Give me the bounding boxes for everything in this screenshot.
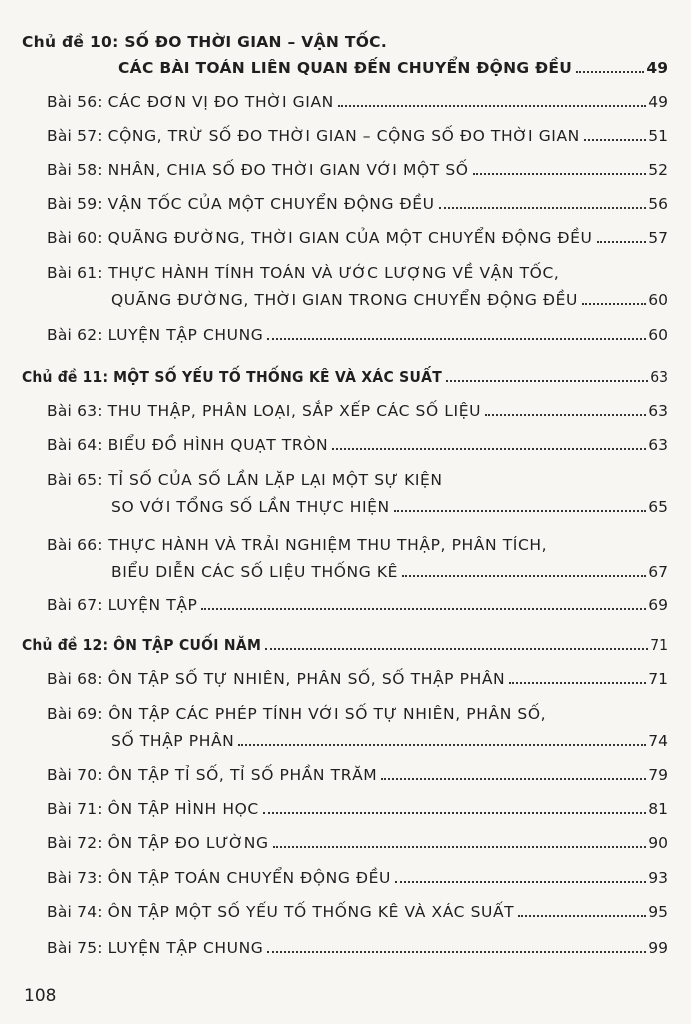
- leader-dots: [381, 778, 646, 780]
- toc-entry[interactable]: [47, 435, 668, 455]
- leader-dots: [201, 608, 646, 610]
- page-ref: 49: [648, 93, 668, 111]
- toc-entry-cont[interactable]: [111, 497, 668, 517]
- toc-entry[interactable]: [47, 595, 668, 615]
- lesson-title: THU THẬP, PHÂN LOẠI, SẮP XẾP CÁC SỐ LIỆU: [107, 402, 482, 420]
- page-ref: 79: [648, 766, 668, 784]
- leader-dots: [597, 241, 647, 243]
- toc-entry[interactable]: [47, 470, 443, 490]
- lesson-label: Bài 62:: [47, 326, 103, 344]
- lesson-title: NHÂN, CHIA SỐ ĐO THỜI GIAN VỚI MỘT SỐ: [107, 161, 469, 179]
- page-ref: 57: [648, 229, 668, 247]
- lesson-label: Bài 70:: [47, 766, 103, 784]
- page-ref: 81: [648, 800, 668, 818]
- lesson-title: SO VỚI TỔNG SỐ LẦN THỰC HIỆN: [111, 498, 390, 516]
- lesson-label: Bài 61:: [47, 264, 103, 282]
- leader-dots: [485, 414, 646, 416]
- lesson-title: LUYỆN TẬP CHUNG: [107, 326, 264, 344]
- chapter-title: MỘT SỐ YẾU TỐ THỐNG KÊ VÀ XÁC SUẤT: [113, 368, 443, 386]
- lesson-title: ÔN TẬP SỐ TỰ NHIÊN, PHÂN SỐ, SỐ THẬP PHÂN: [107, 670, 506, 688]
- leader-dots: [273, 846, 647, 848]
- toc-entry[interactable]: [47, 228, 668, 248]
- lesson-title: THỰC HÀNH TÍNH TOÁN VÀ ƯỚC LƯỢNG VỀ VẬN TỐC,: [108, 264, 560, 282]
- page-ref: 52: [648, 161, 668, 179]
- lesson-title: CỘNG, TRỪ SỐ ĐO THỜI GIAN – CỘNG SỐ ĐO THỜI GIAN: [107, 127, 580, 145]
- leader-dots: [394, 510, 647, 512]
- toc-entry[interactable]: [47, 868, 668, 888]
- leader-dots: [509, 682, 646, 684]
- chapter-title: CÁC BÀI TOÁN LIÊN QUAN ĐẾN CHUYỂN ĐỘNG ĐỀU: [118, 59, 573, 77]
- chapter-10-heading-cont[interactable]: [118, 58, 668, 78]
- lesson-label: Bài 68:: [47, 670, 103, 688]
- page-ref: 90: [648, 834, 668, 852]
- lesson-label: Bài 60:: [47, 229, 103, 247]
- page-ref: 63: [650, 368, 668, 386]
- toc-entry[interactable]: [47, 535, 547, 555]
- page-ref: 60: [648, 326, 668, 344]
- lesson-label: Bài 67:: [47, 596, 103, 614]
- chapter-10-heading[interactable]: [22, 32, 387, 52]
- lesson-title: CÁC ĐƠN VỊ ĐO THỜI GIAN: [107, 93, 334, 111]
- lesson-label: Bài 58:: [47, 161, 103, 179]
- lesson-title: ÔN TẬP CÁC PHÉP TÍNH VỚI SỐ TỰ NHIÊN, PHÂN SỐ,: [108, 705, 547, 723]
- page-ref: 69: [648, 596, 668, 614]
- leader-dots: [267, 951, 646, 953]
- lesson-label: Bài 63:: [47, 402, 103, 420]
- toc-entry[interactable]: [47, 92, 668, 112]
- leader-dots: [518, 915, 646, 917]
- toc-entry[interactable]: [47, 263, 559, 283]
- leader-dots: [473, 173, 647, 175]
- page-ref: 99: [648, 939, 668, 957]
- leader-dots: [332, 448, 646, 450]
- lesson-title: ÔN TẬP MỘT SỐ YẾU TỐ THỐNG KÊ VÀ XÁC SUẤT: [107, 903, 515, 921]
- lesson-label: Bài 56:: [47, 93, 103, 111]
- lesson-label: Bài 75:: [47, 939, 103, 957]
- lesson-label: Bài 57:: [47, 127, 103, 145]
- page-ref: 65: [648, 498, 668, 516]
- lesson-label: Bài 73:: [47, 869, 103, 887]
- lesson-title: TỈ SỐ CỦA SỐ LẦN LẶP LẠI MỘT SỰ KIỆN: [108, 471, 443, 489]
- page-ref: 71: [648, 670, 668, 688]
- page-ref: 51: [648, 127, 668, 145]
- chapter-12-heading[interactable]: [22, 635, 668, 655]
- page-ref: 60: [648, 291, 668, 309]
- lesson-title: LUYỆN TẬP: [107, 596, 198, 614]
- leader-dots: [263, 812, 646, 814]
- lesson-title: BIỂU ĐỒ HÌNH QUẠT TRÒN: [107, 436, 329, 454]
- leader-dots: [338, 105, 646, 107]
- leader-dots: [402, 575, 646, 577]
- leader-dots: [446, 380, 648, 382]
- page-ref: 56: [648, 195, 668, 213]
- lesson-title: ÔN TẬP ĐO LƯỜNG: [107, 834, 269, 852]
- leader-dots: [576, 71, 644, 73]
- chapter-label: Chủ đề 11:: [22, 368, 109, 386]
- toc-entry[interactable]: [47, 401, 668, 421]
- lesson-title: QUÃNG ĐƯỜNG, THỜI GIAN TRONG CHUYỂN ĐỘNG ĐỀU: [111, 291, 578, 309]
- lesson-title: LUYỆN TẬP CHUNG: [107, 939, 264, 957]
- toc-entry[interactable]: [47, 704, 546, 724]
- toc-entry[interactable]: [47, 799, 668, 819]
- toc-entry-cont[interactable]: [111, 290, 668, 310]
- toc-entry[interactable]: [47, 126, 668, 146]
- page-ref: 49: [646, 59, 668, 77]
- leader-dots: [267, 338, 646, 340]
- lesson-label: Bài 69:: [47, 705, 103, 723]
- page-ref: 63: [648, 402, 668, 420]
- chapter-title: ÔN TẬP CUỐI NĂM: [113, 636, 262, 654]
- leader-dots: [582, 303, 646, 305]
- page-number: 108: [24, 986, 57, 1006]
- lesson-label: Bài 72:: [47, 834, 103, 852]
- chapter-11-heading[interactable]: [22, 367, 668, 387]
- page-ref: 95: [648, 903, 668, 921]
- page-ref: 74: [648, 732, 668, 750]
- toc-entry[interactable]: [47, 833, 668, 853]
- lesson-title: ÔN TẬP TOÁN CHUYỂN ĐỘNG ĐỀU: [107, 869, 391, 887]
- toc-entry[interactable]: [47, 902, 668, 922]
- lesson-label: Bài 66:: [47, 536, 103, 554]
- lesson-title: BIỂU DIỄN CÁC SỐ LIỆU THỐNG KÊ: [111, 563, 399, 581]
- lesson-title: QUÃNG ĐƯỜNG, THỜI GIAN CỦA MỘT CHUYỂN ĐỘNG ĐỀU: [107, 229, 593, 247]
- toc-entry[interactable]: [47, 160, 668, 180]
- leader-dots: [584, 139, 646, 141]
- lesson-label: Bài 71:: [47, 800, 103, 818]
- chapter-label: Chủ đề 12:: [22, 636, 109, 654]
- page-ref: 67: [648, 563, 668, 581]
- leader-dots: [395, 881, 646, 883]
- page-ref: 71: [650, 636, 668, 654]
- lesson-title: THỰC HÀNH VÀ TRẢI NGHIỆM THU THẬP, PHÂN TÍCH,: [108, 536, 548, 554]
- toc-entry[interactable]: [47, 669, 668, 689]
- toc-entry-cont[interactable]: [111, 562, 668, 582]
- toc-entry[interactable]: [47, 194, 668, 214]
- chapter-title: SỐ ĐO THỜI GIAN – VẬN TỐC.: [124, 33, 388, 51]
- toc-entry[interactable]: [47, 325, 668, 345]
- lesson-title: ÔN TẬP TỈ SỐ, TỈ SỐ PHẦN TRĂM: [107, 766, 378, 784]
- lesson-title: SỐ THẬP PHÂN: [111, 732, 235, 750]
- page-ref: 63: [648, 436, 668, 454]
- lesson-title: VẬN TỐC CỦA MỘT CHUYỂN ĐỘNG ĐỀU: [107, 195, 435, 213]
- lesson-label: Bài 59:: [47, 195, 103, 213]
- lesson-label: Bài 64:: [47, 436, 103, 454]
- lesson-label: Bài 74:: [47, 903, 103, 921]
- leader-dots: [265, 648, 648, 650]
- lesson-title: ÔN TẬP HÌNH HỌC: [107, 800, 259, 818]
- chapter-label: Chủ đề 10:: [22, 33, 119, 51]
- leader-dots: [238, 744, 646, 746]
- toc-entry-cont[interactable]: [111, 731, 668, 751]
- toc-entry[interactable]: [47, 765, 668, 785]
- leader-dots: [439, 207, 647, 209]
- toc-entry[interactable]: [47, 938, 668, 958]
- lesson-label: Bài 65:: [47, 471, 103, 489]
- page-ref: 93: [648, 869, 668, 887]
